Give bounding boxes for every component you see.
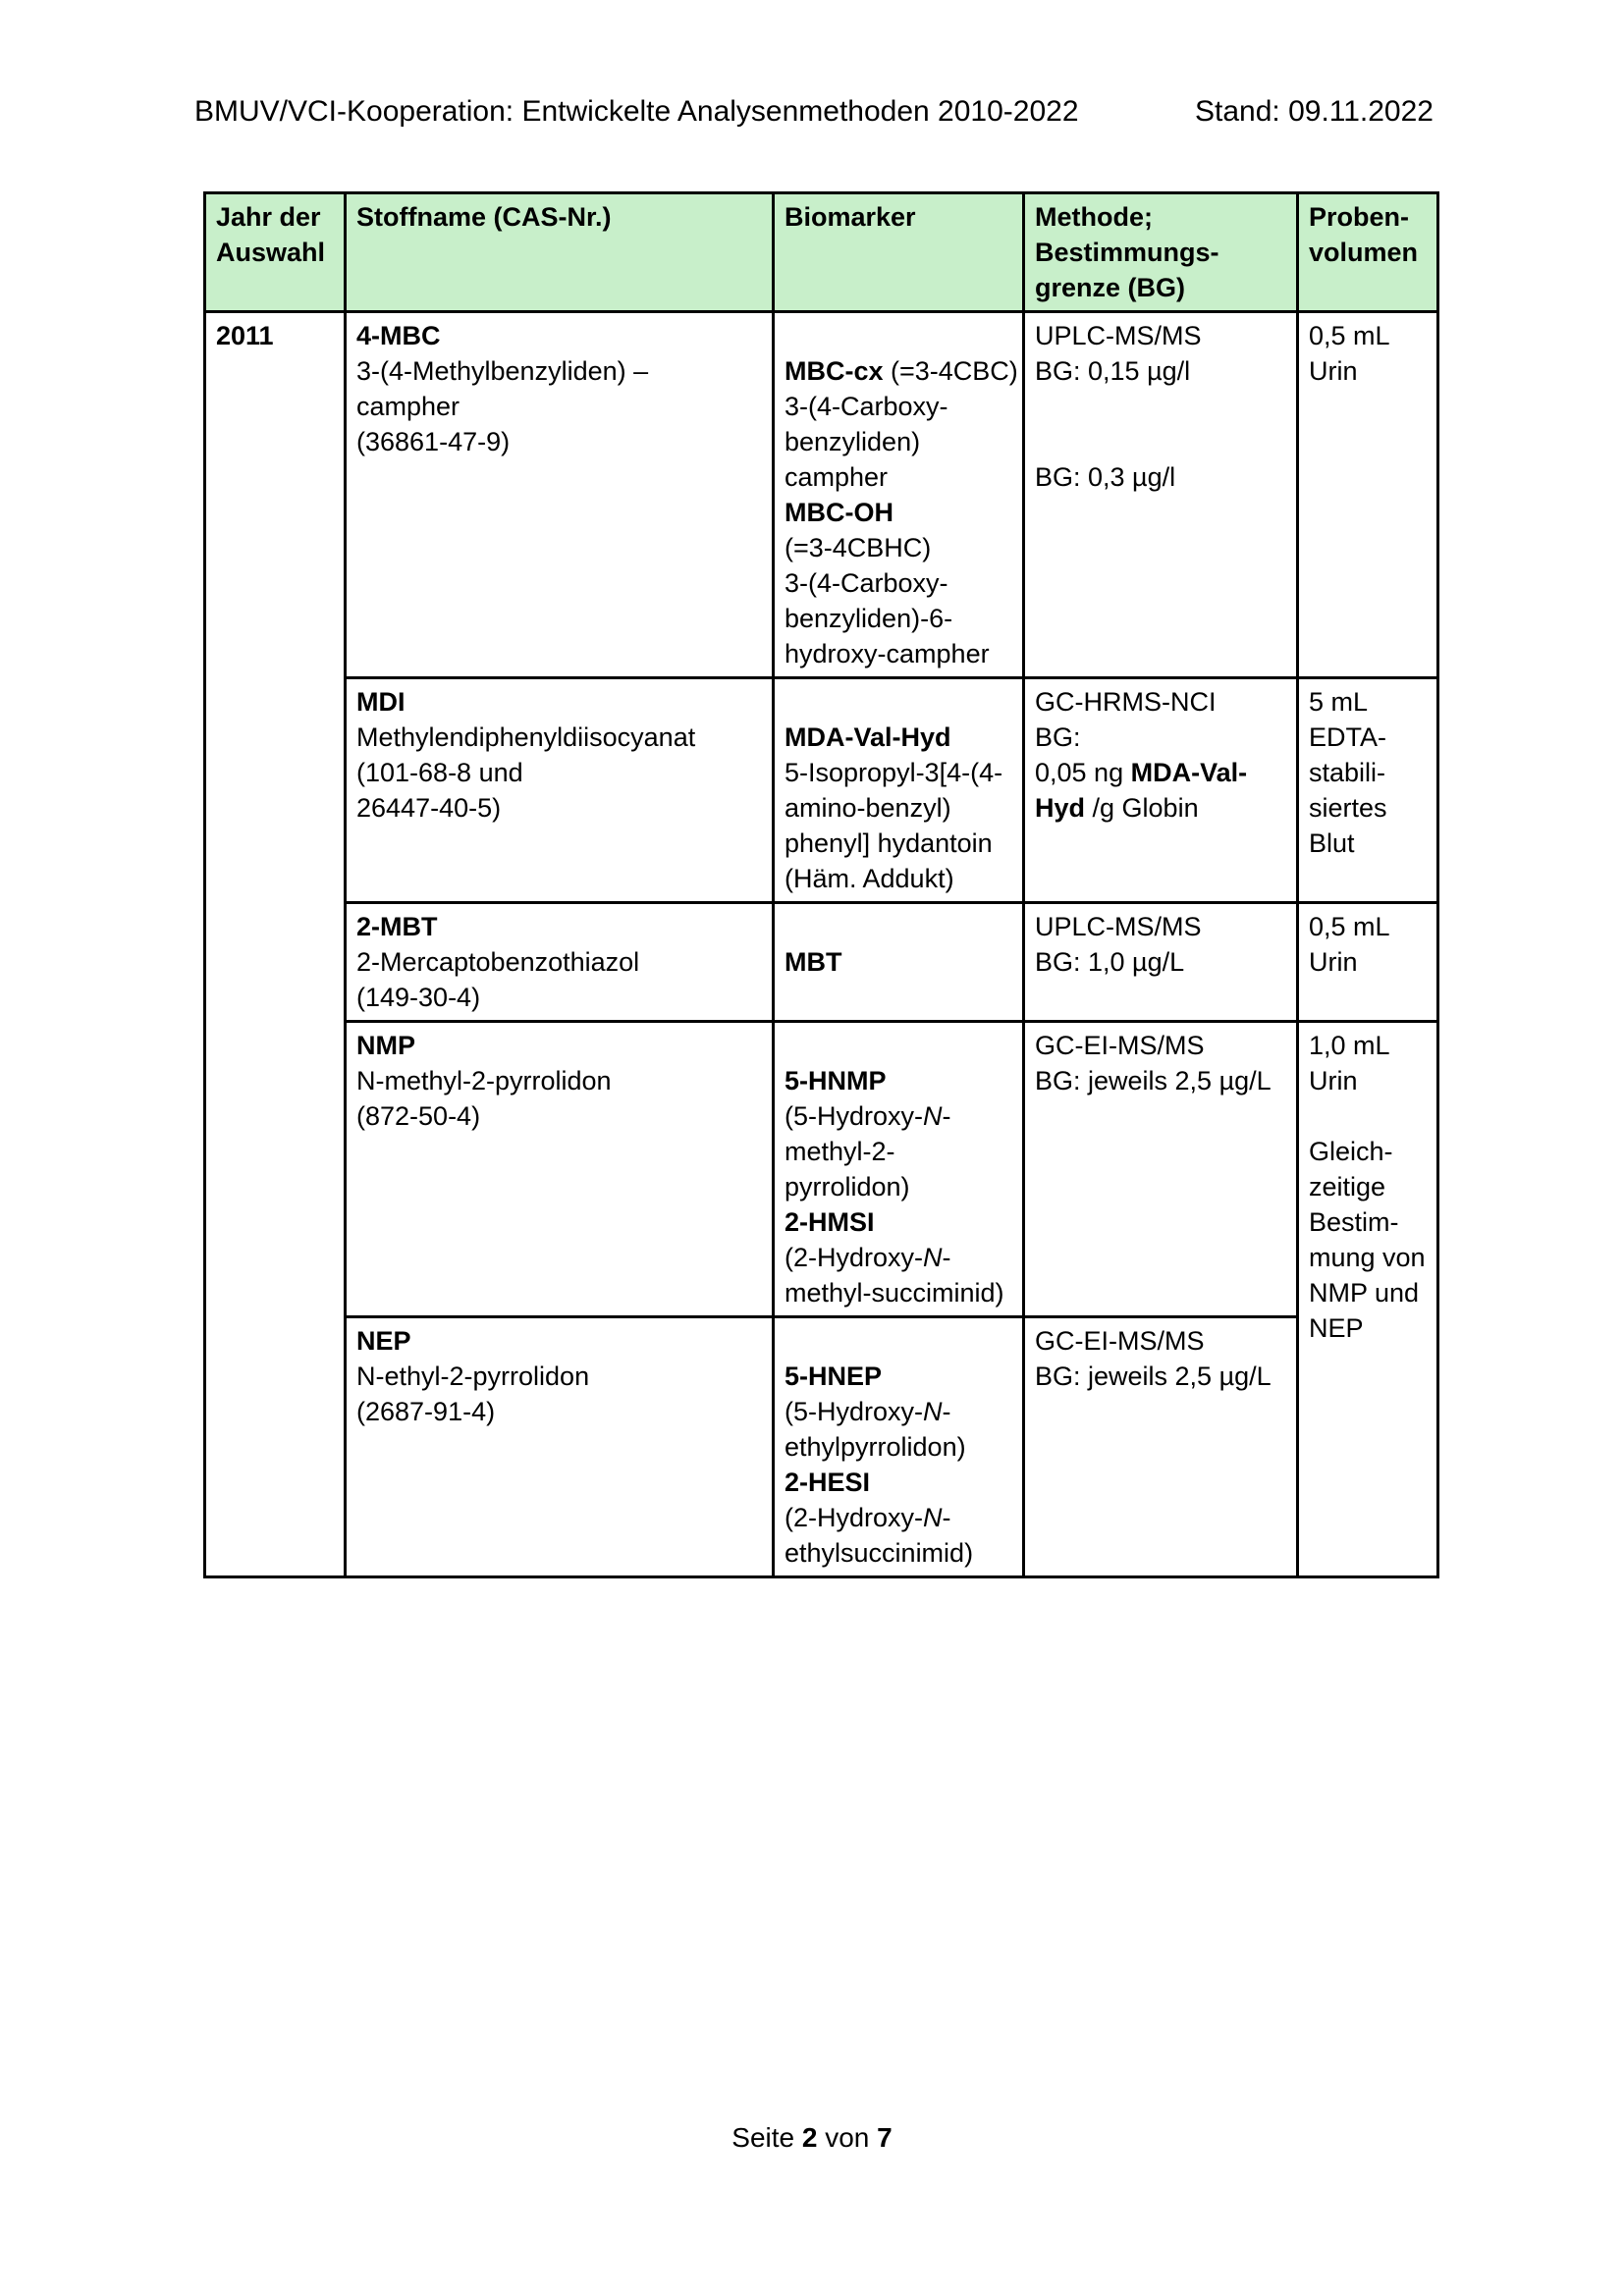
- cell-line: (=3-4CBHC): [785, 533, 932, 562]
- header-cell-stoffname: [346, 193, 774, 312]
- cell-line: amino-benzyl): [785, 793, 951, 823]
- cell-line: UPLC-MS/MS: [1035, 912, 1202, 941]
- cell-line: stabili-: [1309, 758, 1386, 787]
- cell-line: [785, 684, 1018, 720]
- document-title: BMUV/VCI-Kooperation: Entwickelte Analysenmethoden 2010-2022: [194, 95, 1079, 128]
- cell-line: (5-Hydroxy-N-: [785, 1397, 951, 1426]
- cell-methode: [1024, 678, 1298, 903]
- cell-line: campher: [356, 392, 460, 421]
- cell-stoffname: [346, 678, 774, 903]
- cell-line: 2-HMSI: [785, 1207, 875, 1237]
- table-header-row: [205, 193, 1438, 312]
- cell-line: (36861-47-9): [356, 427, 511, 456]
- cell-line: BG:: [1035, 722, 1081, 752]
- cell-line: mung von: [1309, 1243, 1426, 1272]
- table-row: [205, 1317, 1438, 1577]
- cell-line: (101-68-8 und: [356, 758, 523, 787]
- cell-biomarker: [774, 1022, 1024, 1317]
- cell-line: Urin: [1309, 356, 1358, 386]
- analysis-table: [203, 191, 1439, 1578]
- cell-line: Proben-: [1309, 202, 1410, 232]
- cell-line: Urin: [1309, 947, 1358, 977]
- cell-line: (2-Hydroxy-N-: [785, 1503, 951, 1532]
- cell-line: 3-(4-Carboxy-: [785, 568, 948, 598]
- cell-probenvolumen: [1298, 1022, 1438, 1577]
- table-row: [205, 903, 1438, 1022]
- cell-line: (872-50-4): [356, 1101, 481, 1131]
- cell-line: benzyliden): [785, 427, 921, 456]
- cell-line: 2-Mercaptobenzothiazol: [356, 947, 640, 977]
- cell-line: hydroxy-campher: [785, 639, 990, 668]
- cell-line: UPLC-MS/MS: [1035, 321, 1202, 350]
- table-row: [205, 312, 1438, 678]
- cell-line: [1035, 424, 1292, 459]
- cell-line: BG: 0,3 µg/l: [1035, 462, 1176, 492]
- cell-line: 0,05 ng MDA-Val-: [1035, 758, 1248, 787]
- cell-biomarker: [774, 903, 1024, 1022]
- cell-biomarker: [774, 312, 1024, 678]
- cell-line: MBT: [785, 947, 842, 977]
- cell-line: 5-HNMP: [785, 1066, 887, 1095]
- cell-line: Jahr der: [216, 202, 321, 232]
- cell-line: Bestim-: [1309, 1207, 1399, 1237]
- cell-line: Urin: [1309, 1066, 1358, 1095]
- cell-line: 1,0 mL: [1309, 1031, 1390, 1060]
- cell-line: 3-(4-Methylbenzyliden) –: [356, 356, 649, 386]
- cell-line: benzyliden)-6-: [785, 604, 953, 633]
- cell-probenvolumen: [1298, 903, 1438, 1022]
- cell-line: BG: jeweils 2,5 µg/L: [1035, 1066, 1272, 1095]
- cell-line: 5-Isopropyl-3[4-(4-: [785, 758, 1003, 787]
- header-cell-probenvolumen: [1298, 193, 1438, 312]
- cell-line: ethylsuccinimid): [785, 1538, 974, 1568]
- table-row: [205, 1022, 1438, 1317]
- table-row: [205, 678, 1438, 903]
- cell-line: 2-MBT: [356, 912, 438, 941]
- cell-line: 0,5 mL: [1309, 912, 1390, 941]
- cell-line: 2-HESI: [785, 1468, 871, 1497]
- cell-year: 2011: [205, 312, 346, 1577]
- cell-probenvolumen: [1298, 678, 1438, 903]
- cell-line: MDA-Val-Hyd: [785, 722, 951, 752]
- cell-stoffname: [346, 903, 774, 1022]
- cell-line: [1035, 389, 1292, 424]
- cell-line: (2-Hydroxy-N-: [785, 1243, 951, 1272]
- cell-line: (149-30-4): [356, 983, 481, 1012]
- cell-line: methyl-2-: [785, 1137, 895, 1166]
- cell-biomarker: [774, 1317, 1024, 1577]
- table-head: [205, 193, 1438, 312]
- cell-methode: [1024, 312, 1298, 678]
- cell-line: ethylpyrrolidon): [785, 1432, 966, 1462]
- cell-line: volumen: [1309, 238, 1419, 267]
- cell-line: NMP und: [1309, 1278, 1420, 1308]
- cell-line: [785, 1028, 1018, 1063]
- cell-line: [1309, 1098, 1433, 1134]
- cell-line: MBC-cx (=3-4CBC): [785, 356, 1018, 386]
- cell-line: Stoffname (CAS-Nr.): [356, 202, 612, 232]
- header-cell-jahr: [205, 193, 346, 312]
- header-cell-methode: [1024, 193, 1298, 312]
- cell-line: NEP: [356, 1326, 411, 1356]
- cell-methode: [1024, 1317, 1298, 1577]
- document-date: Stand: 09.11.2022: [1195, 95, 1434, 128]
- cell-line: siertes: [1309, 793, 1387, 823]
- page-footer: Seite 2 von 7: [731, 2122, 893, 2153]
- cell-line: N-methyl-2-pyrrolidon: [356, 1066, 612, 1095]
- cell-biomarker: [774, 678, 1024, 903]
- cell-line: Methylendiphenyldiisocyanat: [356, 722, 696, 752]
- cell-probenvolumen: [1298, 312, 1438, 678]
- cell-line: 4-MBC: [356, 321, 441, 350]
- cell-line: Blut: [1309, 828, 1355, 858]
- cell-line: 26447-40-5): [356, 793, 502, 823]
- cell-stoffname: [346, 1022, 774, 1317]
- cell-line: MDI: [356, 687, 406, 717]
- cell-methode: [1024, 1022, 1298, 1317]
- cell-line: NEP: [1309, 1313, 1364, 1343]
- cell-stoffname: [346, 312, 774, 678]
- cell-line: [785, 1323, 1018, 1359]
- page-header: [194, 94, 1434, 130]
- cell-line: BG: 0,15 µg/l: [1035, 356, 1191, 386]
- cell-line: zeitige: [1309, 1172, 1386, 1201]
- cell-line: EDTA-: [1309, 722, 1386, 752]
- cell-line: (5-Hydroxy-N-: [785, 1101, 951, 1131]
- cell-line: Hyd /g Globin: [1035, 793, 1199, 823]
- cell-line: BG: jeweils 2,5 µg/L: [1035, 1362, 1272, 1391]
- cell-line: GC-EI-MS/MS: [1035, 1326, 1205, 1356]
- cell-line: (Häm. Addukt): [785, 864, 954, 893]
- cell-line: 3-(4-Carboxy-: [785, 392, 948, 421]
- cell-line: 0,5 mL: [1309, 321, 1390, 350]
- cell-methode: [1024, 903, 1298, 1022]
- cell-line: GC-HRMS-NCI: [1035, 687, 1217, 717]
- cell-line: campher: [785, 462, 889, 492]
- cell-line: MBC-OH: [785, 498, 893, 527]
- cell-line: BG: 1,0 µg/L: [1035, 947, 1185, 977]
- cell-line: phenyl] hydantoin: [785, 828, 993, 858]
- cell-line: NMP: [356, 1031, 415, 1060]
- cell-line: pyrrolidon): [785, 1172, 910, 1201]
- cell-line: 5-HNEP: [785, 1362, 883, 1391]
- cell-line: 5 mL: [1309, 687, 1369, 717]
- table-body: [205, 312, 1438, 1577]
- cell-stoffname: [346, 1317, 774, 1577]
- cell-line: methyl-succiminid): [785, 1278, 1004, 1308]
- cell-line: Gleich-: [1309, 1137, 1393, 1166]
- cell-line: GC-EI-MS/MS: [1035, 1031, 1205, 1060]
- cell-line: (2687-91-4): [356, 1397, 496, 1426]
- cell-line: [785, 318, 1018, 353]
- cell-line: N-ethyl-2-pyrrolidon: [356, 1362, 590, 1391]
- cell-line: Bestimmungs-: [1035, 238, 1219, 267]
- header-cell-biomarker: [774, 193, 1024, 312]
- cell-line: Biomarker: [785, 202, 916, 232]
- cell-line: Auswahl: [216, 238, 326, 267]
- cell-line: [785, 909, 1018, 944]
- cell-line: grenze (BG): [1035, 273, 1186, 302]
- cell-line: Methode;: [1035, 202, 1153, 232]
